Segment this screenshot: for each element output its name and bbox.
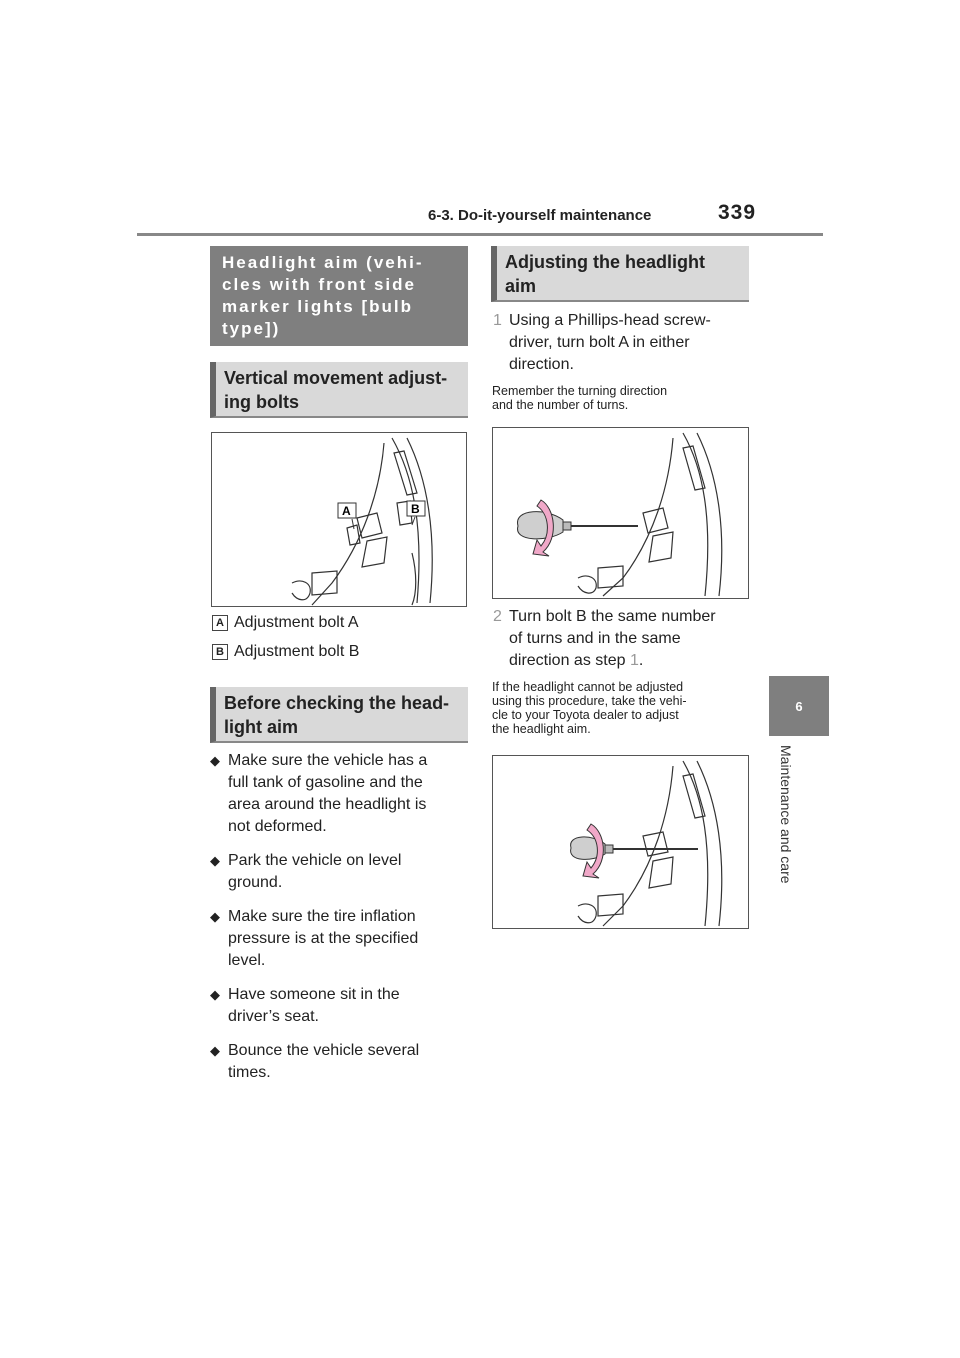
legend-text-b: Adjustment bolt B: [234, 643, 360, 660]
page-number: 339: [718, 201, 757, 224]
step-1-number: 1: [493, 312, 502, 329]
step-1-text: Using a Phillips-head screw- driver, turn bolt A in either direction.: [509, 312, 711, 373]
figure-turn-bolt-b: [492, 755, 749, 929]
chapter-label: Maintenance and care: [778, 745, 794, 884]
step-2-number: 2: [493, 608, 502, 625]
chapter-tab: 6: [769, 676, 829, 736]
legend-item-a: [212, 614, 359, 632]
figure-adjustment-bolts: [211, 432, 467, 607]
screwdriver-illustration-a: [493, 428, 748, 598]
vertical-bolts-heading: Vertical movement adjust- ing bolts: [210, 362, 468, 418]
list-item: ◆ Park the vehicle on level ground.: [210, 850, 468, 894]
list-item: ◆ Have someone sit in the driver’s seat.: [210, 984, 468, 1028]
note-remember: Remember the turning direction and the number of turns.: [492, 384, 668, 412]
legend-text-a: Adjustment bolt A: [234, 614, 359, 631]
list-item: ◆ Make sure the vehicle has a full tank of gasoline and the area around the headlight is not deformed.: [210, 750, 468, 838]
headlight-illustration: [212, 433, 466, 606]
before-checking-heading: Before checking the head- light aim: [210, 687, 468, 743]
step-1: [493, 310, 751, 376]
legend-key-b: B: [212, 644, 228, 660]
figure-turn-bolt-a: [492, 427, 749, 599]
checklist: [210, 750, 468, 1096]
callout-a-label: A: [342, 504, 351, 518]
step-2-text: Turn bolt B the same number of turns and in the same direction as step 1.: [509, 608, 716, 669]
legend-key-a: A: [212, 615, 228, 631]
header-divider: [137, 233, 823, 236]
step-2: [493, 606, 751, 672]
callout-b-label: B: [411, 502, 420, 516]
section-title: 6-3. Do-it-yourself maintenance: [428, 207, 652, 224]
screwdriver-illustration-b: [493, 756, 748, 928]
list-item: ◆ Make sure the tire inflation pressure is at the specified level.: [210, 906, 468, 972]
note-dealer: If the headlight cannot be adjusted using this procedure, take the vehi- cle to your Toyota dealer to adjust the headlight aim.: [492, 680, 687, 736]
main-heading: [210, 246, 468, 346]
adjusting-heading: Adjusting the headlight aim: [491, 246, 749, 302]
legend-item-b: [212, 643, 359, 661]
main-heading-text: Headlight aim (vehi- cles with front side marker lights [bulb type]): [222, 253, 424, 338]
list-item: ◆ Bounce the vehicle several times.: [210, 1040, 468, 1084]
